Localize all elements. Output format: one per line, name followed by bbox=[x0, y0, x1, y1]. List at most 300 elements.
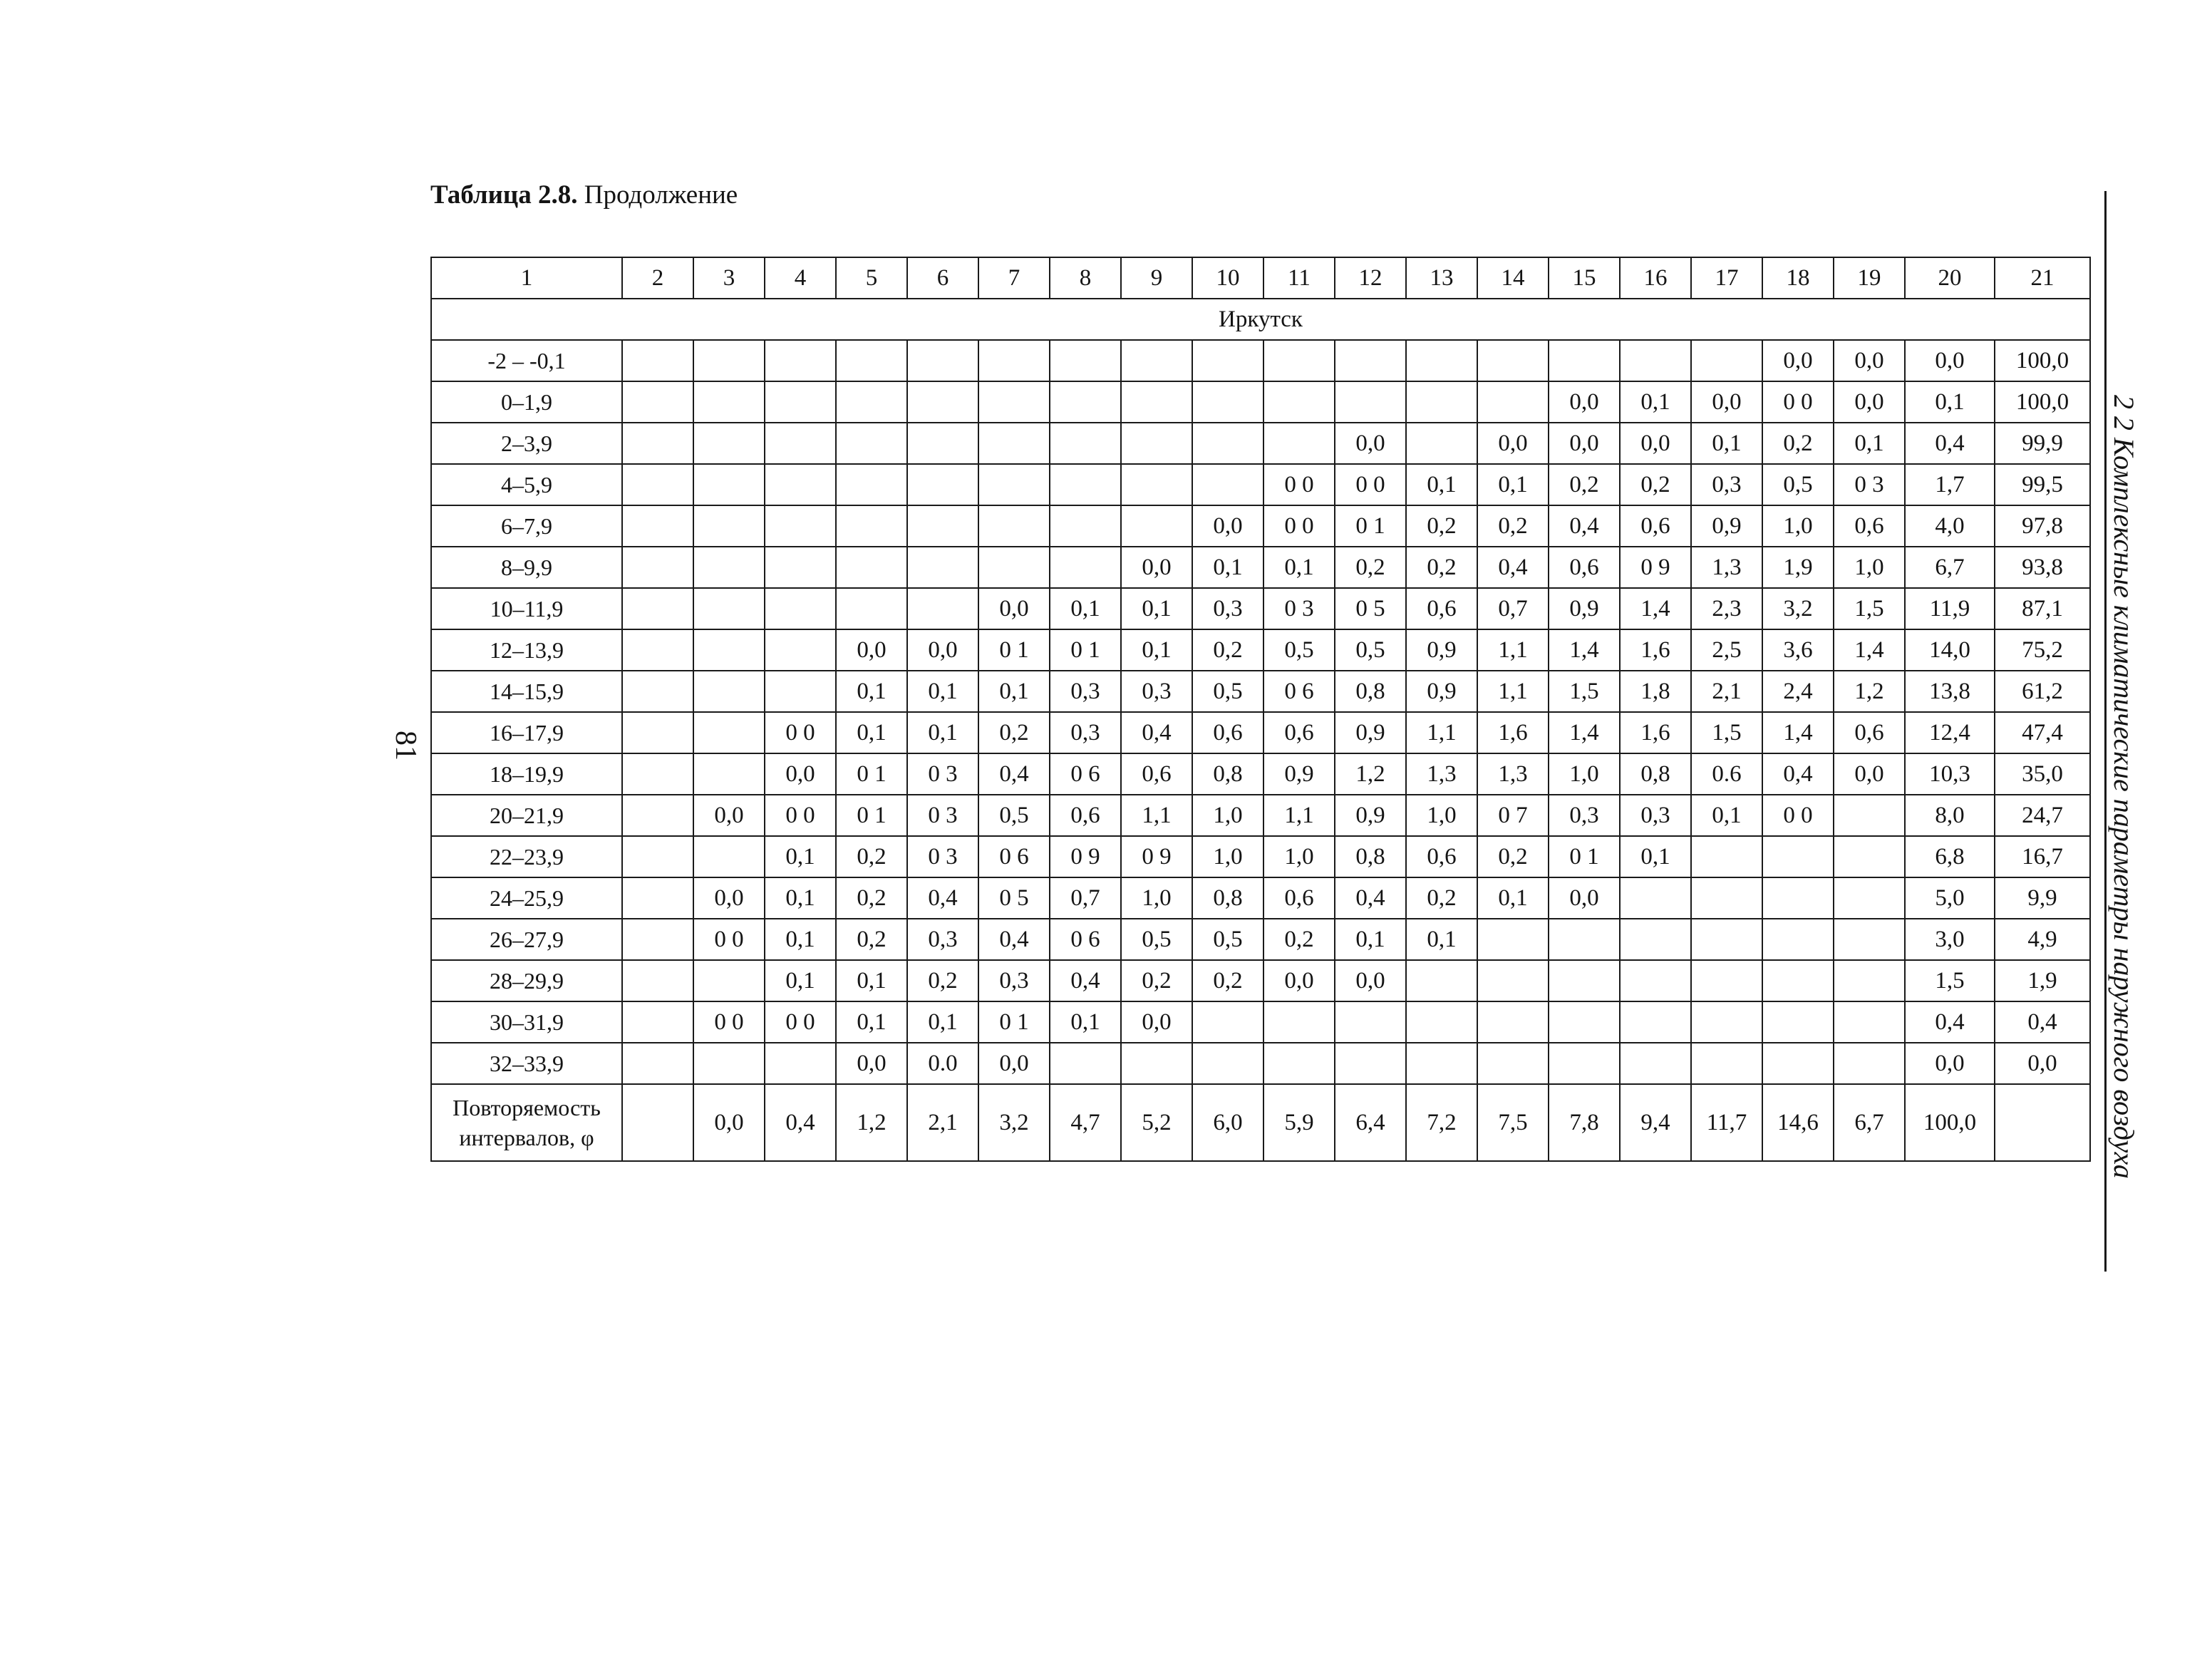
table-row bbox=[431, 712, 2090, 753]
table-cell: 0,4 bbox=[1050, 960, 1121, 1001]
table-cell bbox=[693, 340, 765, 381]
table-row bbox=[431, 340, 2090, 381]
table-cell bbox=[1477, 1043, 1549, 1084]
table-cell bbox=[1620, 1001, 1691, 1043]
table-cell: 0,3 bbox=[1121, 671, 1192, 712]
table-cell bbox=[1762, 960, 1834, 1001]
table-cell: 1,1 bbox=[1406, 712, 1477, 753]
table-cell: 0,0 bbox=[693, 877, 765, 919]
table-cell: 0,5 bbox=[1762, 464, 1834, 505]
page-number: 81 bbox=[389, 731, 422, 761]
row-label-cell: 10–11,9 bbox=[431, 588, 622, 629]
table-cell bbox=[978, 381, 1050, 423]
table-cell bbox=[1691, 877, 1762, 919]
table-cell bbox=[978, 464, 1050, 505]
table-cell: 0 3 bbox=[1834, 464, 1905, 505]
table-cell: 0,9 bbox=[1406, 629, 1477, 671]
table-cell: 6,8 bbox=[1905, 836, 1995, 877]
table-cell bbox=[1691, 960, 1762, 1001]
table-cell: 0 3 bbox=[907, 753, 978, 795]
table-cell: 0,0 bbox=[1121, 547, 1192, 588]
table-row bbox=[431, 919, 2090, 960]
table-cell bbox=[1691, 836, 1762, 877]
table-cell: 0,0 bbox=[1834, 381, 1905, 423]
table-cell: 0,4 bbox=[978, 919, 1050, 960]
table-cell: 99,5 bbox=[1995, 464, 2090, 505]
table-cell: 1,3 bbox=[1691, 547, 1762, 588]
table-cell: 0 5 bbox=[978, 877, 1050, 919]
row-label-cell: 24–25,9 bbox=[431, 877, 622, 919]
table-cell bbox=[693, 505, 765, 547]
table-cell: 1,1 bbox=[1121, 795, 1192, 836]
table-cell: 1,5 bbox=[1549, 671, 1620, 712]
table-cell bbox=[1762, 1043, 1834, 1084]
table-cell: 0,1 bbox=[1050, 1001, 1121, 1043]
table-cell: 0,2 bbox=[1406, 877, 1477, 919]
table-row bbox=[431, 753, 2090, 795]
table-cell bbox=[622, 671, 693, 712]
table-cell bbox=[907, 340, 978, 381]
table-cell: 1,0 bbox=[1192, 836, 1263, 877]
table-cell: 0,1 bbox=[1477, 877, 1549, 919]
table-cell: 0,6 bbox=[1549, 547, 1620, 588]
table-cell: 0,0 bbox=[1477, 423, 1549, 464]
footer-cell: 0,0 bbox=[693, 1084, 765, 1161]
table-cell bbox=[1620, 877, 1691, 919]
column-number-cell: 21 bbox=[1995, 257, 2090, 299]
row-label-cell: 8–9,9 bbox=[431, 547, 622, 588]
footer-cell: 0,4 bbox=[765, 1084, 836, 1161]
table-row bbox=[431, 1001, 2090, 1043]
table-cell: 1,1 bbox=[1263, 795, 1335, 836]
table-cell: 0,1 bbox=[1477, 464, 1549, 505]
table-cell: 0,1 bbox=[1834, 423, 1905, 464]
table-cell bbox=[1477, 381, 1549, 423]
column-number-cell: 5 bbox=[836, 257, 907, 299]
table-cell bbox=[907, 588, 978, 629]
table-cell: 0 1 bbox=[836, 795, 907, 836]
table-cell bbox=[836, 340, 907, 381]
table-cell bbox=[1406, 423, 1477, 464]
table-cell: 1,5 bbox=[1691, 712, 1762, 753]
table-cell bbox=[693, 423, 765, 464]
table-cell: 0,3 bbox=[1192, 588, 1263, 629]
table-cell bbox=[836, 381, 907, 423]
table-cell bbox=[1549, 340, 1620, 381]
table-cell bbox=[836, 547, 907, 588]
table-cell bbox=[1834, 877, 1905, 919]
table-cell: 0 9 bbox=[1050, 836, 1121, 877]
table-cell bbox=[1691, 1043, 1762, 1084]
table-cell bbox=[1192, 1001, 1263, 1043]
table-cell bbox=[1834, 1001, 1905, 1043]
table-cell bbox=[1121, 340, 1192, 381]
table-cell: 0,4 bbox=[1995, 1001, 2090, 1043]
table-cell bbox=[1263, 340, 1335, 381]
table-cell: 0,1 bbox=[1335, 919, 1406, 960]
table-cell bbox=[693, 960, 765, 1001]
table-cell: 9,9 bbox=[1995, 877, 2090, 919]
table-cell: 0,1 bbox=[1121, 588, 1192, 629]
table-cell: 0,2 bbox=[1549, 464, 1620, 505]
row-label-cell: 4–5,9 bbox=[431, 464, 622, 505]
table-cell bbox=[622, 588, 693, 629]
table-cell: 0 1 bbox=[1549, 836, 1620, 877]
table-cell bbox=[693, 629, 765, 671]
table-cell: 1,0 bbox=[1549, 753, 1620, 795]
table-cell: 0,1 bbox=[978, 671, 1050, 712]
table-cell: 0,4 bbox=[907, 877, 978, 919]
footer-cell: 6,7 bbox=[1834, 1084, 1905, 1161]
table-cell: 1,1 bbox=[1477, 629, 1549, 671]
table-cell bbox=[1050, 1043, 1121, 1084]
table-cell bbox=[1263, 1043, 1335, 1084]
table-cell bbox=[622, 1043, 693, 1084]
table-cell: 0,0 bbox=[1335, 960, 1406, 1001]
table-row bbox=[431, 836, 2090, 877]
table-cell: 12,4 bbox=[1905, 712, 1995, 753]
table-cell: 1,7 bbox=[1905, 464, 1995, 505]
table-cell bbox=[1121, 1043, 1192, 1084]
table-cell bbox=[1406, 381, 1477, 423]
table-cell bbox=[693, 464, 765, 505]
table-cell bbox=[978, 505, 1050, 547]
table-cell: 1,0 bbox=[1192, 795, 1263, 836]
city-name-cell: Иркутск bbox=[431, 299, 2090, 340]
table-row bbox=[431, 505, 2090, 547]
table-cell bbox=[765, 340, 836, 381]
table-cell: 2,3 bbox=[1691, 588, 1762, 629]
table-cell: 0,2 bbox=[836, 877, 907, 919]
table-cell bbox=[622, 464, 693, 505]
table-cell bbox=[1477, 960, 1549, 1001]
table-cell: 0 1 bbox=[1050, 629, 1121, 671]
column-number-cell: 8 bbox=[1050, 257, 1121, 299]
table-cell: 0,1 bbox=[1406, 919, 1477, 960]
table-cell bbox=[622, 629, 693, 671]
table-cell: 0,1 bbox=[1620, 836, 1691, 877]
table-cell bbox=[1477, 340, 1549, 381]
footer-cell: 9,4 bbox=[1620, 1084, 1691, 1161]
table-row bbox=[431, 629, 2090, 671]
table-cell bbox=[1834, 1043, 1905, 1084]
table-cell: 0 6 bbox=[1050, 753, 1121, 795]
table-cell: 75,2 bbox=[1995, 629, 2090, 671]
table-cell bbox=[836, 423, 907, 464]
table-cell bbox=[765, 671, 836, 712]
table-cell: 1,0 bbox=[1834, 547, 1905, 588]
table-cell bbox=[1192, 1043, 1263, 1084]
table-cell: 1,6 bbox=[1620, 629, 1691, 671]
footer-cell: 100,0 bbox=[1905, 1084, 1995, 1161]
table-cell bbox=[1620, 340, 1691, 381]
row-label-cell: 32–33,9 bbox=[431, 1043, 622, 1084]
table-cell: 0,2 bbox=[1263, 919, 1335, 960]
table-row bbox=[431, 381, 2090, 423]
table-cell bbox=[1477, 1001, 1549, 1043]
table-cell bbox=[622, 919, 693, 960]
footer-cell: 14,6 bbox=[1762, 1084, 1834, 1161]
table-cell: 0,4 bbox=[978, 753, 1050, 795]
column-number-cell: 19 bbox=[1834, 257, 1905, 299]
table-cell: 0 0 bbox=[765, 712, 836, 753]
table-cell bbox=[693, 836, 765, 877]
table-cell: 1,4 bbox=[1834, 629, 1905, 671]
table-cell bbox=[1335, 1001, 1406, 1043]
table-cell bbox=[622, 340, 693, 381]
row-label-cell: 28–29,9 bbox=[431, 960, 622, 1001]
table-cell: 1,3 bbox=[1477, 753, 1549, 795]
table-cell: 0,1 bbox=[1050, 588, 1121, 629]
column-number-cell: 4 bbox=[765, 257, 836, 299]
table-cell bbox=[1834, 919, 1905, 960]
table-cell: 0,6 bbox=[1263, 712, 1335, 753]
table-cell bbox=[622, 836, 693, 877]
running-header: 2 2 Комплексные климатические параметры наружного воздуха bbox=[2108, 395, 2140, 1179]
table-cell: 2,5 bbox=[1691, 629, 1762, 671]
table-cell: 14,0 bbox=[1905, 629, 1995, 671]
table-cell bbox=[622, 712, 693, 753]
table-cell: 0,9 bbox=[1335, 795, 1406, 836]
table-cell: 0,2 bbox=[1477, 505, 1549, 547]
table-cell: 0,0 bbox=[1121, 1001, 1192, 1043]
table-cell bbox=[1549, 1043, 1620, 1084]
table-cell: 0 6 bbox=[1263, 671, 1335, 712]
table-cell: 0 0 bbox=[765, 1001, 836, 1043]
footer-cell bbox=[1995, 1084, 2090, 1161]
table-cell bbox=[1762, 877, 1834, 919]
table-row bbox=[431, 795, 2090, 836]
table-cell bbox=[1549, 960, 1620, 1001]
table-cell bbox=[622, 960, 693, 1001]
table-cell: 0,0 bbox=[1549, 423, 1620, 464]
table-cell: 0,1 bbox=[765, 960, 836, 1001]
table-cell: 1,8 bbox=[1620, 671, 1691, 712]
table-cell: 0,6 bbox=[1121, 753, 1192, 795]
table-cell: 0,0 bbox=[693, 795, 765, 836]
table-cell: 0 1 bbox=[978, 1001, 1050, 1043]
column-number-cell: 9 bbox=[1121, 257, 1192, 299]
table-cell: 0,1 bbox=[907, 671, 978, 712]
table-cell bbox=[907, 381, 978, 423]
table-cell: 0,6 bbox=[1406, 588, 1477, 629]
table-cell: 1,5 bbox=[1834, 588, 1905, 629]
table-cell: 0,1 bbox=[1691, 795, 1762, 836]
table-cell bbox=[765, 547, 836, 588]
column-number-cell: 2 bbox=[622, 257, 693, 299]
table-cell: 0 0 bbox=[1263, 505, 1335, 547]
table-cell: 0,1 bbox=[836, 712, 907, 753]
table-cell bbox=[1050, 505, 1121, 547]
table-cell bbox=[1192, 423, 1263, 464]
table-cell: 0,4 bbox=[1335, 877, 1406, 919]
table-cell: 0,9 bbox=[1406, 671, 1477, 712]
table-cell: 0 3 bbox=[907, 836, 978, 877]
table-cell bbox=[1834, 836, 1905, 877]
table-cell: 0,3 bbox=[1620, 795, 1691, 836]
table-cell: 0.6 bbox=[1691, 753, 1762, 795]
footer-cell: 11,7 bbox=[1691, 1084, 1762, 1161]
table-cell: 0,9 bbox=[1691, 505, 1762, 547]
table-cell bbox=[1121, 381, 1192, 423]
table-cell: 0 0 bbox=[1263, 464, 1335, 505]
column-number-cell: 10 bbox=[1192, 257, 1263, 299]
table-cell bbox=[1762, 919, 1834, 960]
table-row bbox=[431, 547, 2090, 588]
table-cell bbox=[765, 1043, 836, 1084]
footer-cell: 6,4 bbox=[1335, 1084, 1406, 1161]
table-cell bbox=[765, 464, 836, 505]
table-row bbox=[431, 588, 2090, 629]
table-cell: 99,9 bbox=[1995, 423, 2090, 464]
table-cell bbox=[836, 588, 907, 629]
column-number-cell: 12 bbox=[1335, 257, 1406, 299]
table-cell: 0,0 bbox=[1905, 1043, 1995, 1084]
table-cell: 1,0 bbox=[1121, 877, 1192, 919]
table-cell bbox=[1477, 919, 1549, 960]
table-cell: 2,4 bbox=[1762, 671, 1834, 712]
table-cell: 0,1 bbox=[907, 712, 978, 753]
table-cell bbox=[907, 464, 978, 505]
table-cell: 0 0 bbox=[765, 795, 836, 836]
table-row bbox=[431, 423, 2090, 464]
table-cell: 0 1 bbox=[1335, 505, 1406, 547]
table-cell: 1,1 bbox=[1477, 671, 1549, 712]
table-cell bbox=[1406, 960, 1477, 1001]
table-cell bbox=[836, 505, 907, 547]
row-label-cell: 30–31,9 bbox=[431, 1001, 622, 1043]
table-cell: 0 6 bbox=[978, 836, 1050, 877]
table-cell bbox=[1050, 381, 1121, 423]
table-cell: 0,3 bbox=[907, 919, 978, 960]
column-number-cell: 7 bbox=[978, 257, 1050, 299]
table-cell: 0,3 bbox=[1691, 464, 1762, 505]
table-cell: 0,8 bbox=[1335, 836, 1406, 877]
table-cell: 0,1 bbox=[907, 1001, 978, 1043]
table-cell: 0 0 bbox=[693, 919, 765, 960]
table-cell: 8,0 bbox=[1905, 795, 1995, 836]
table-cell bbox=[1406, 1001, 1477, 1043]
table-cell: 0 9 bbox=[1121, 836, 1192, 877]
table-cell: 0 7 bbox=[1477, 795, 1549, 836]
table-cell: 0,0 bbox=[836, 1043, 907, 1084]
table-cell bbox=[978, 423, 1050, 464]
table-cell bbox=[978, 340, 1050, 381]
table-cell: 1,0 bbox=[1406, 795, 1477, 836]
footer-cell: 5,2 bbox=[1121, 1084, 1192, 1161]
table-cell: 0,5 bbox=[1263, 629, 1335, 671]
table-cell: 0,2 bbox=[1477, 836, 1549, 877]
table-cell: 0,2 bbox=[907, 960, 978, 1001]
table-cell: 100,0 bbox=[1995, 340, 2090, 381]
footer-cell: 7,8 bbox=[1549, 1084, 1620, 1161]
table-cell: 5,0 bbox=[1905, 877, 1995, 919]
table-cell bbox=[907, 547, 978, 588]
table-cell: 0,0 bbox=[1192, 505, 1263, 547]
table-cell: 6,7 bbox=[1905, 547, 1995, 588]
table-cell: 0 5 bbox=[1335, 588, 1406, 629]
table-cell: 0,6 bbox=[1834, 712, 1905, 753]
table-cell: 0,1 bbox=[836, 1001, 907, 1043]
table-cell: 0,4 bbox=[1905, 1001, 1995, 1043]
table-cell: 0,5 bbox=[1192, 671, 1263, 712]
row-label-cell: -2 – -0,1 bbox=[431, 340, 622, 381]
table-cell: 0,0 bbox=[1620, 423, 1691, 464]
table-cell: 1,2 bbox=[1335, 753, 1406, 795]
table-cell: 1,9 bbox=[1762, 547, 1834, 588]
table-cell: 0 0 bbox=[1762, 795, 1834, 836]
table-cell: 4,9 bbox=[1995, 919, 2090, 960]
table-cell: 0,3 bbox=[1050, 671, 1121, 712]
table-cell: 0,1 bbox=[1620, 381, 1691, 423]
table-cell: 0,7 bbox=[1050, 877, 1121, 919]
table-cell: 1,2 bbox=[1834, 671, 1905, 712]
table-cell: 1,4 bbox=[1762, 712, 1834, 753]
row-label-cell: 16–17,9 bbox=[431, 712, 622, 753]
table-cell: 1,6 bbox=[1477, 712, 1549, 753]
table-cell: 1,4 bbox=[1549, 629, 1620, 671]
table-cell bbox=[1691, 919, 1762, 960]
table-cell: 0,0 bbox=[1834, 340, 1905, 381]
table-cell bbox=[765, 423, 836, 464]
table-cell: 1,0 bbox=[1762, 505, 1834, 547]
table-cell bbox=[1620, 919, 1691, 960]
table-cell: 0,4 bbox=[1477, 547, 1549, 588]
table-cell bbox=[622, 795, 693, 836]
table-cell: 0,0 bbox=[1691, 381, 1762, 423]
table-cell: 0,2 bbox=[836, 919, 907, 960]
table-cell bbox=[693, 1043, 765, 1084]
footer-cell: 5,9 bbox=[1263, 1084, 1335, 1161]
table-cell: 13,8 bbox=[1905, 671, 1995, 712]
table-cell bbox=[1691, 1001, 1762, 1043]
table-cell: 0,0 bbox=[1762, 340, 1834, 381]
footer-cell: 4,7 bbox=[1050, 1084, 1121, 1161]
table-cell: 0,1 bbox=[1406, 464, 1477, 505]
table-cell: 0,0 bbox=[1905, 340, 1995, 381]
table-cell: 0,0 bbox=[765, 753, 836, 795]
table-cell: 0,0 bbox=[1335, 423, 1406, 464]
table-cell: 1,4 bbox=[1620, 588, 1691, 629]
table-cell: 0,4 bbox=[1549, 505, 1620, 547]
table-cell: 0,1 bbox=[1121, 629, 1192, 671]
footer-row bbox=[431, 1084, 2090, 1161]
table-cell: 0,4 bbox=[1905, 423, 1995, 464]
table-cell: 0,2 bbox=[1192, 629, 1263, 671]
table-cell: 0,2 bbox=[1406, 547, 1477, 588]
table-cell bbox=[622, 1001, 693, 1043]
footer-cell: 7,2 bbox=[1406, 1084, 1477, 1161]
table-cell: 0,6 bbox=[1406, 836, 1477, 877]
table-cell: 1,4 bbox=[1549, 712, 1620, 753]
footer-cell: 7,5 bbox=[1477, 1084, 1549, 1161]
table-cell: 0,8 bbox=[1192, 877, 1263, 919]
column-number-cell: 14 bbox=[1477, 257, 1549, 299]
table-cell: 0,5 bbox=[1192, 919, 1263, 960]
table-cell bbox=[1406, 1043, 1477, 1084]
table-cell bbox=[907, 505, 978, 547]
footer-cell: 3,2 bbox=[978, 1084, 1050, 1161]
table-cell: 0,9 bbox=[1335, 712, 1406, 753]
table-cell: 0 1 bbox=[978, 629, 1050, 671]
table-cell bbox=[1192, 464, 1263, 505]
data-table bbox=[430, 257, 2091, 1162]
table-cell bbox=[622, 753, 693, 795]
table-cell: 0,9 bbox=[1263, 753, 1335, 795]
footer-cell: 1,2 bbox=[836, 1084, 907, 1161]
table-cell: 0,1 bbox=[1905, 381, 1995, 423]
table-cell: 0 3 bbox=[1263, 588, 1335, 629]
